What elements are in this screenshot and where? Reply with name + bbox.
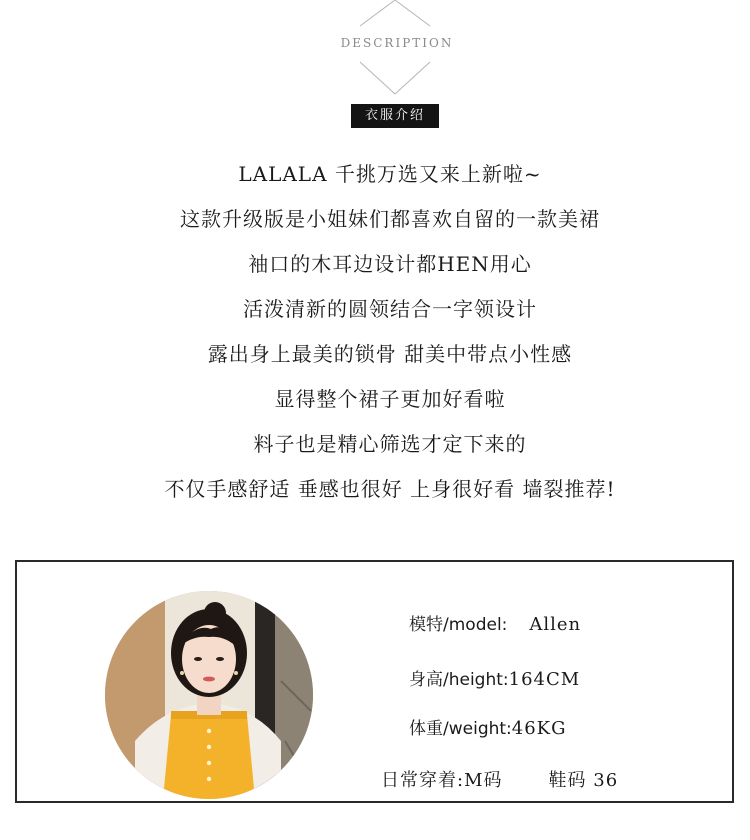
height-label: 身高/height:	[409, 670, 509, 690]
model-label: 模特/model:	[409, 615, 508, 635]
model-name-row	[409, 610, 581, 635]
description-label: DESCRIPTION	[340, 36, 454, 50]
diamond-ornament-bottom	[0, 56, 750, 96]
diamond-ornament-top	[0, 0, 750, 40]
intro-line: 露出身上最美的锁骨 甜美中带点小性感	[207, 342, 573, 366]
model-info-card	[15, 560, 734, 803]
height-row	[409, 665, 580, 690]
intro-line: 这款升级版是小姐妹们都喜欢自留的一款美裙	[180, 207, 600, 231]
weight-row	[409, 714, 567, 739]
shoe-size: 鞋码 36	[548, 770, 619, 791]
clothing-size-label: 日常穿着:	[381, 770, 465, 791]
intro-line: 活泼清新的圆领结合一字领设计	[243, 297, 537, 321]
clothing-size-value: M码	[464, 770, 503, 791]
height-value: 164CM	[508, 669, 581, 690]
model-value: Allen	[529, 614, 582, 635]
intro-line: LALALA 千挑万选又来上新啦~	[238, 162, 542, 186]
intro-line: 袖口的木耳边设计都HEN用心	[248, 252, 532, 276]
description-header	[0, 0, 750, 140]
weight-value: 46KG	[511, 718, 567, 739]
size-row	[381, 766, 618, 792]
intro-line: 料子也是精心筛选才定下来的	[253, 432, 527, 456]
intro-line: 显得整个裙子更加好看啦	[274, 387, 506, 411]
weight-label: 体重/weight:	[409, 719, 512, 739]
model-avatar	[105, 591, 313, 799]
section-tag: 衣服介绍	[351, 104, 439, 128]
intro-line: 不仅手感舒适 垂感也很好 上身很好看 墙裂推荐!	[164, 477, 616, 501]
intro-text	[0, 154, 750, 514]
